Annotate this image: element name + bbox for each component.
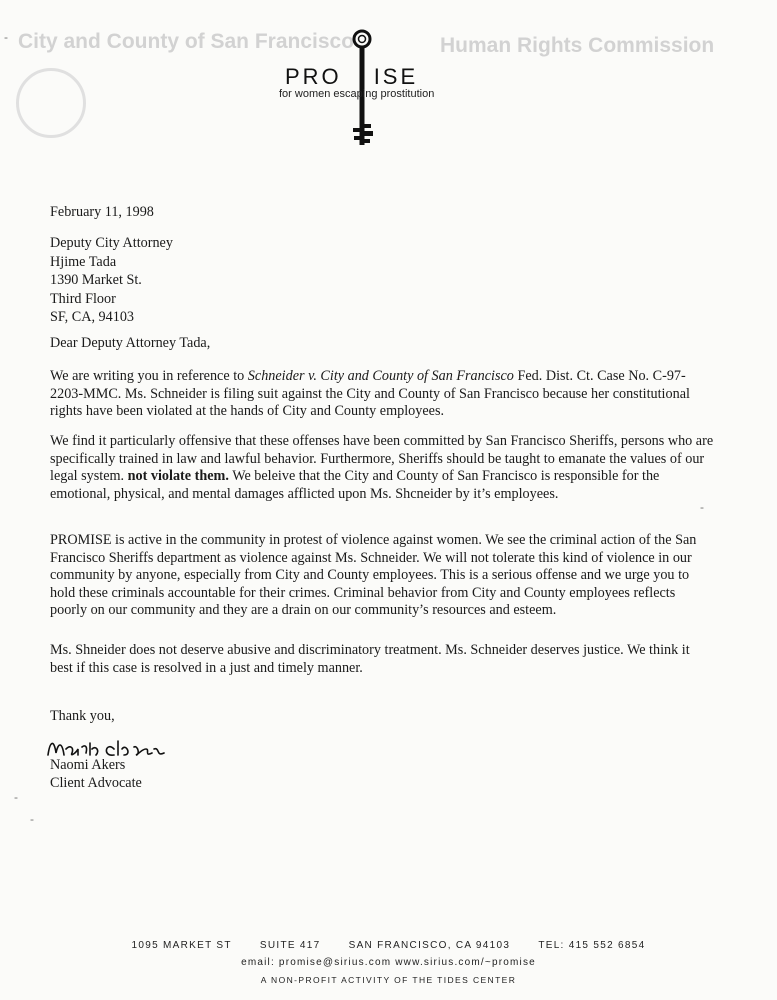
address-line: Third Floor — [50, 290, 116, 307]
scan-speck: - — [30, 812, 34, 826]
footer-email: email: promise@sirius.com www.sirius.com/~promise — [241, 957, 536, 968]
footer-phone: TEL: 415 552 6854 — [538, 940, 646, 951]
signer-title: Client Advocate — [50, 775, 142, 791]
closing: Thank you, — [50, 708, 115, 724]
logo-tagline: for women escaping prostitution — [279, 88, 435, 100]
p2-text-a: We find it particularly offensive that these offenses have been committed by San Francisco Sheriffs, persons who are specifically trained in law and lawful behavior. Furthermore, Sheriffs should be taught to emanate the values of our legal system. — [50, 433, 714, 484]
footer-address — [0, 940, 777, 951]
p2-emphasis: not violate them. — [127, 468, 229, 484]
paragraph-3: PROMISE is active in the community in protest of violence against women. We see the criminal action of the San Francisco Sheriffs department as violence against Ms. Schneider. We will not tolerate this kind of violence in our community by anyone, especially from City and County employees. This is a serious offense and we urge you to hold these criminals accountable for their crimes. Criminal behavior from City and County employees reflects poorly on our community and they are a drain on our community’s resources and esteem. — [50, 532, 697, 618]
footer-suite: SUITE 417 — [259, 940, 321, 951]
address-line: Hjime Tada — [50, 253, 117, 270]
logo-word-post: ISE — [373, 64, 419, 89]
ghost-seal-icon — [16, 68, 86, 138]
address-line: Deputy City Attorney — [50, 235, 173, 251]
address-line: 1390 Market St. — [50, 272, 142, 288]
recipient-address — [50, 235, 173, 328]
logo-wordmark — [285, 64, 418, 90]
letter-date: February 11, 1998 — [50, 204, 154, 220]
address-line: SF, CA, 94103 — [50, 309, 135, 325]
logo-word-pre: PRO — [285, 64, 342, 89]
signer-block — [50, 757, 142, 793]
footer-nonprofit: A NON-PROFIT ACTIVITY OF THE TIDES CENTER — [260, 975, 517, 985]
footer-city: SAN FRANCISCO, CA 94103 — [348, 940, 511, 951]
paragraph-2 — [50, 433, 715, 503]
promise-logo — [275, 28, 475, 158]
scan-speck: - — [700, 500, 704, 514]
p1-text-a: We are writing you in reference to — [50, 368, 248, 384]
p2-text-b: We beleive that the City and County of San Francisco is responsible for the emotional, physical, and mental damages afflicted upon Ms. Shcneider by it’s employees. — [50, 468, 660, 502]
scan-speck: - — [14, 790, 18, 804]
footer-street: 1095 MARKET ST — [131, 940, 232, 951]
case-name: Schneider v. City and County of San Francisco — [247, 368, 514, 384]
paragraph-1 — [50, 368, 715, 421]
signer-name: Naomi Akers — [50, 757, 126, 773]
paragraph-4: Ms. Shneider does not deserve abusive and discriminatory treatment. Ms. Schneider deserves justice. We think it best if this case is resolved in a just and timely manner. — [50, 642, 690, 676]
scan-speck: - — [4, 30, 8, 44]
ghost-city-title: City and County of San Francisco — [18, 30, 355, 53]
salutation: Dear Deputy Attorney Tada, — [50, 335, 211, 351]
ghost-commission-title: Human Rights Commission — [440, 34, 715, 57]
p1-text-b: Fed. Dist. Ct. Case No. C-97-2203-MMC. Ms. Schneider is filing suit against the City and County of San Francisco because her constitutional rights have been violated at the hands of City and County employees. — [50, 368, 690, 419]
